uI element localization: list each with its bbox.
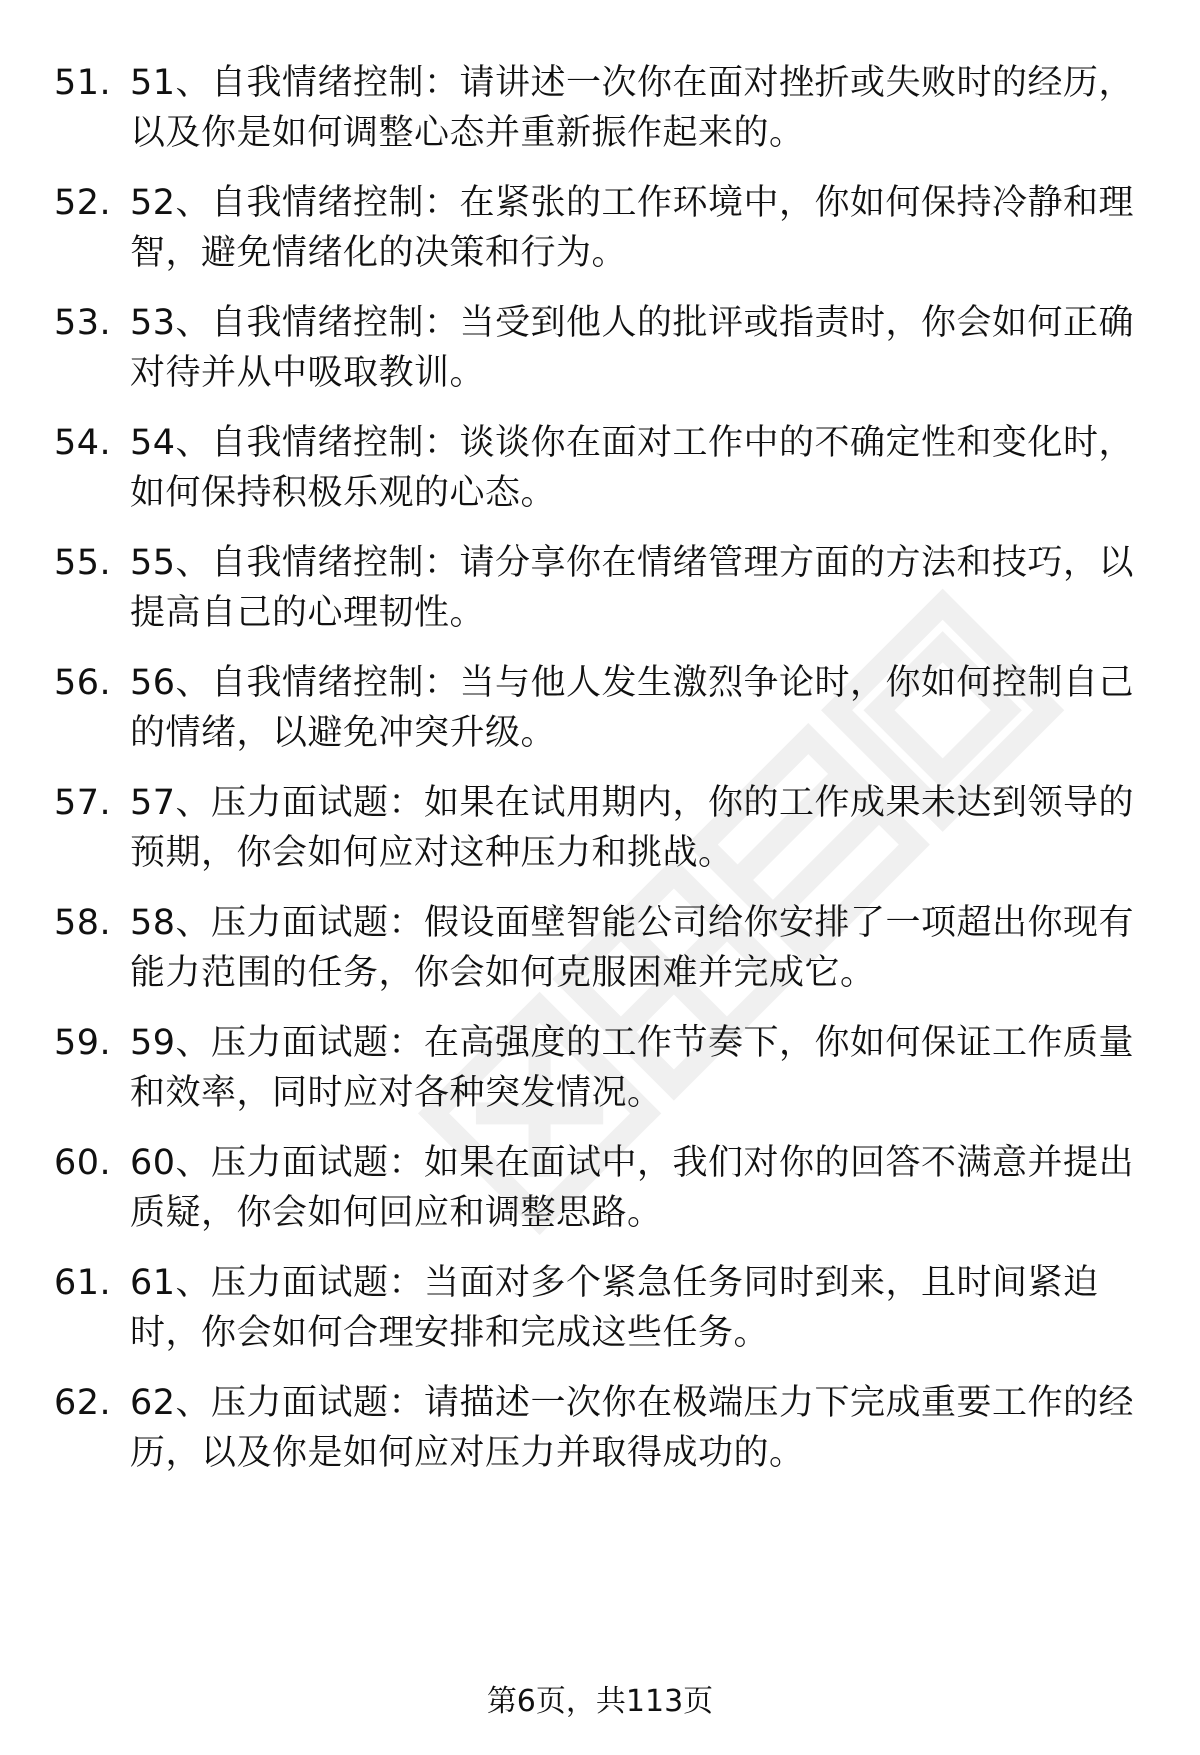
item-number: 53. — [54, 303, 112, 343]
list-item — [0, 58, 1200, 168]
page-number-footer: 第6页，共113页 — [486, 1684, 714, 1719]
item-number: 56. — [54, 663, 112, 703]
item-text: 60、压力面试题：如果在面试中，我们对你的回答不满意并提出质疑，你会如何回应和调整思路。 — [130, 1143, 1135, 1233]
item-number: 54. — [54, 423, 112, 463]
list-item — [0, 778, 1200, 888]
list-item — [0, 1378, 1200, 1488]
item-text: 58、压力面试题：假设面壁智能公司给你安排了一项超出你现有能力范围的任务，你会如何克服困难并完成它。 — [130, 903, 1135, 993]
list-item — [0, 1018, 1200, 1128]
list-item — [0, 418, 1200, 528]
item-number: 59. — [54, 1023, 112, 1063]
item-number: 61. — [54, 1263, 112, 1303]
item-text: 62、压力面试题：请描述一次你在极端压力下完成重要工作的经历，以及你是如何应对压力并取得成功的。 — [130, 1383, 1135, 1473]
item-number: 62. — [54, 1383, 112, 1423]
item-text: 52、自我情绪控制：在紧张的工作环境中，你如何保持冷静和理智，避免情绪化的决策和行为。 — [130, 183, 1135, 273]
item-text: 61、压力面试题：当面对多个紧急任务同时到来，且时间紧迫时，你会如何合理安排和完成这些任务。 — [130, 1263, 1099, 1353]
list-item — [0, 1138, 1200, 1248]
item-number: 52. — [54, 183, 112, 223]
item-number: 51. — [54, 63, 112, 103]
list-item — [0, 1258, 1200, 1368]
list-item — [0, 658, 1200, 768]
item-text: 56、自我情绪控制：当与他人发生激烈争论时，你如何控制自己的情绪，以避免冲突升级。 — [130, 663, 1135, 753]
list-item — [0, 298, 1200, 408]
list-item — [0, 178, 1200, 288]
list-item — [0, 538, 1200, 648]
item-text: 54、自我情绪控制：谈谈你在面对工作中的不确定性和变化时，如何保持积极乐观的心态。 — [130, 423, 1135, 513]
item-text: 51、自我情绪控制：请讲述一次你在面对挫折或失败时的经历，以及你是如何调整心态并重新振作起来的。 — [130, 63, 1135, 153]
item-text: 55、自我情绪控制：请分享你在情绪管理方面的方法和技巧，以提高自己的心理韧性。 — [130, 543, 1135, 633]
item-number: 57. — [54, 783, 112, 823]
item-text: 59、压力面试题：在高强度的工作节奏下，你如何保证工作质量和效率，同时应对各种突发情况。 — [130, 1023, 1135, 1113]
item-text: 57、压力面试题：如果在试用期内，你的工作成果未达到领导的预期，你会如何应对这种压力和挑战。 — [130, 783, 1135, 873]
item-text: 53、自我情绪控制：当受到他人的批评或指责时，你会如何正确对待并从中吸取教训。 — [130, 303, 1135, 393]
item-number: 55. — [54, 543, 112, 583]
item-number: 58. — [54, 903, 112, 943]
item-number: 60. — [54, 1143, 112, 1183]
list-item — [0, 898, 1200, 1008]
